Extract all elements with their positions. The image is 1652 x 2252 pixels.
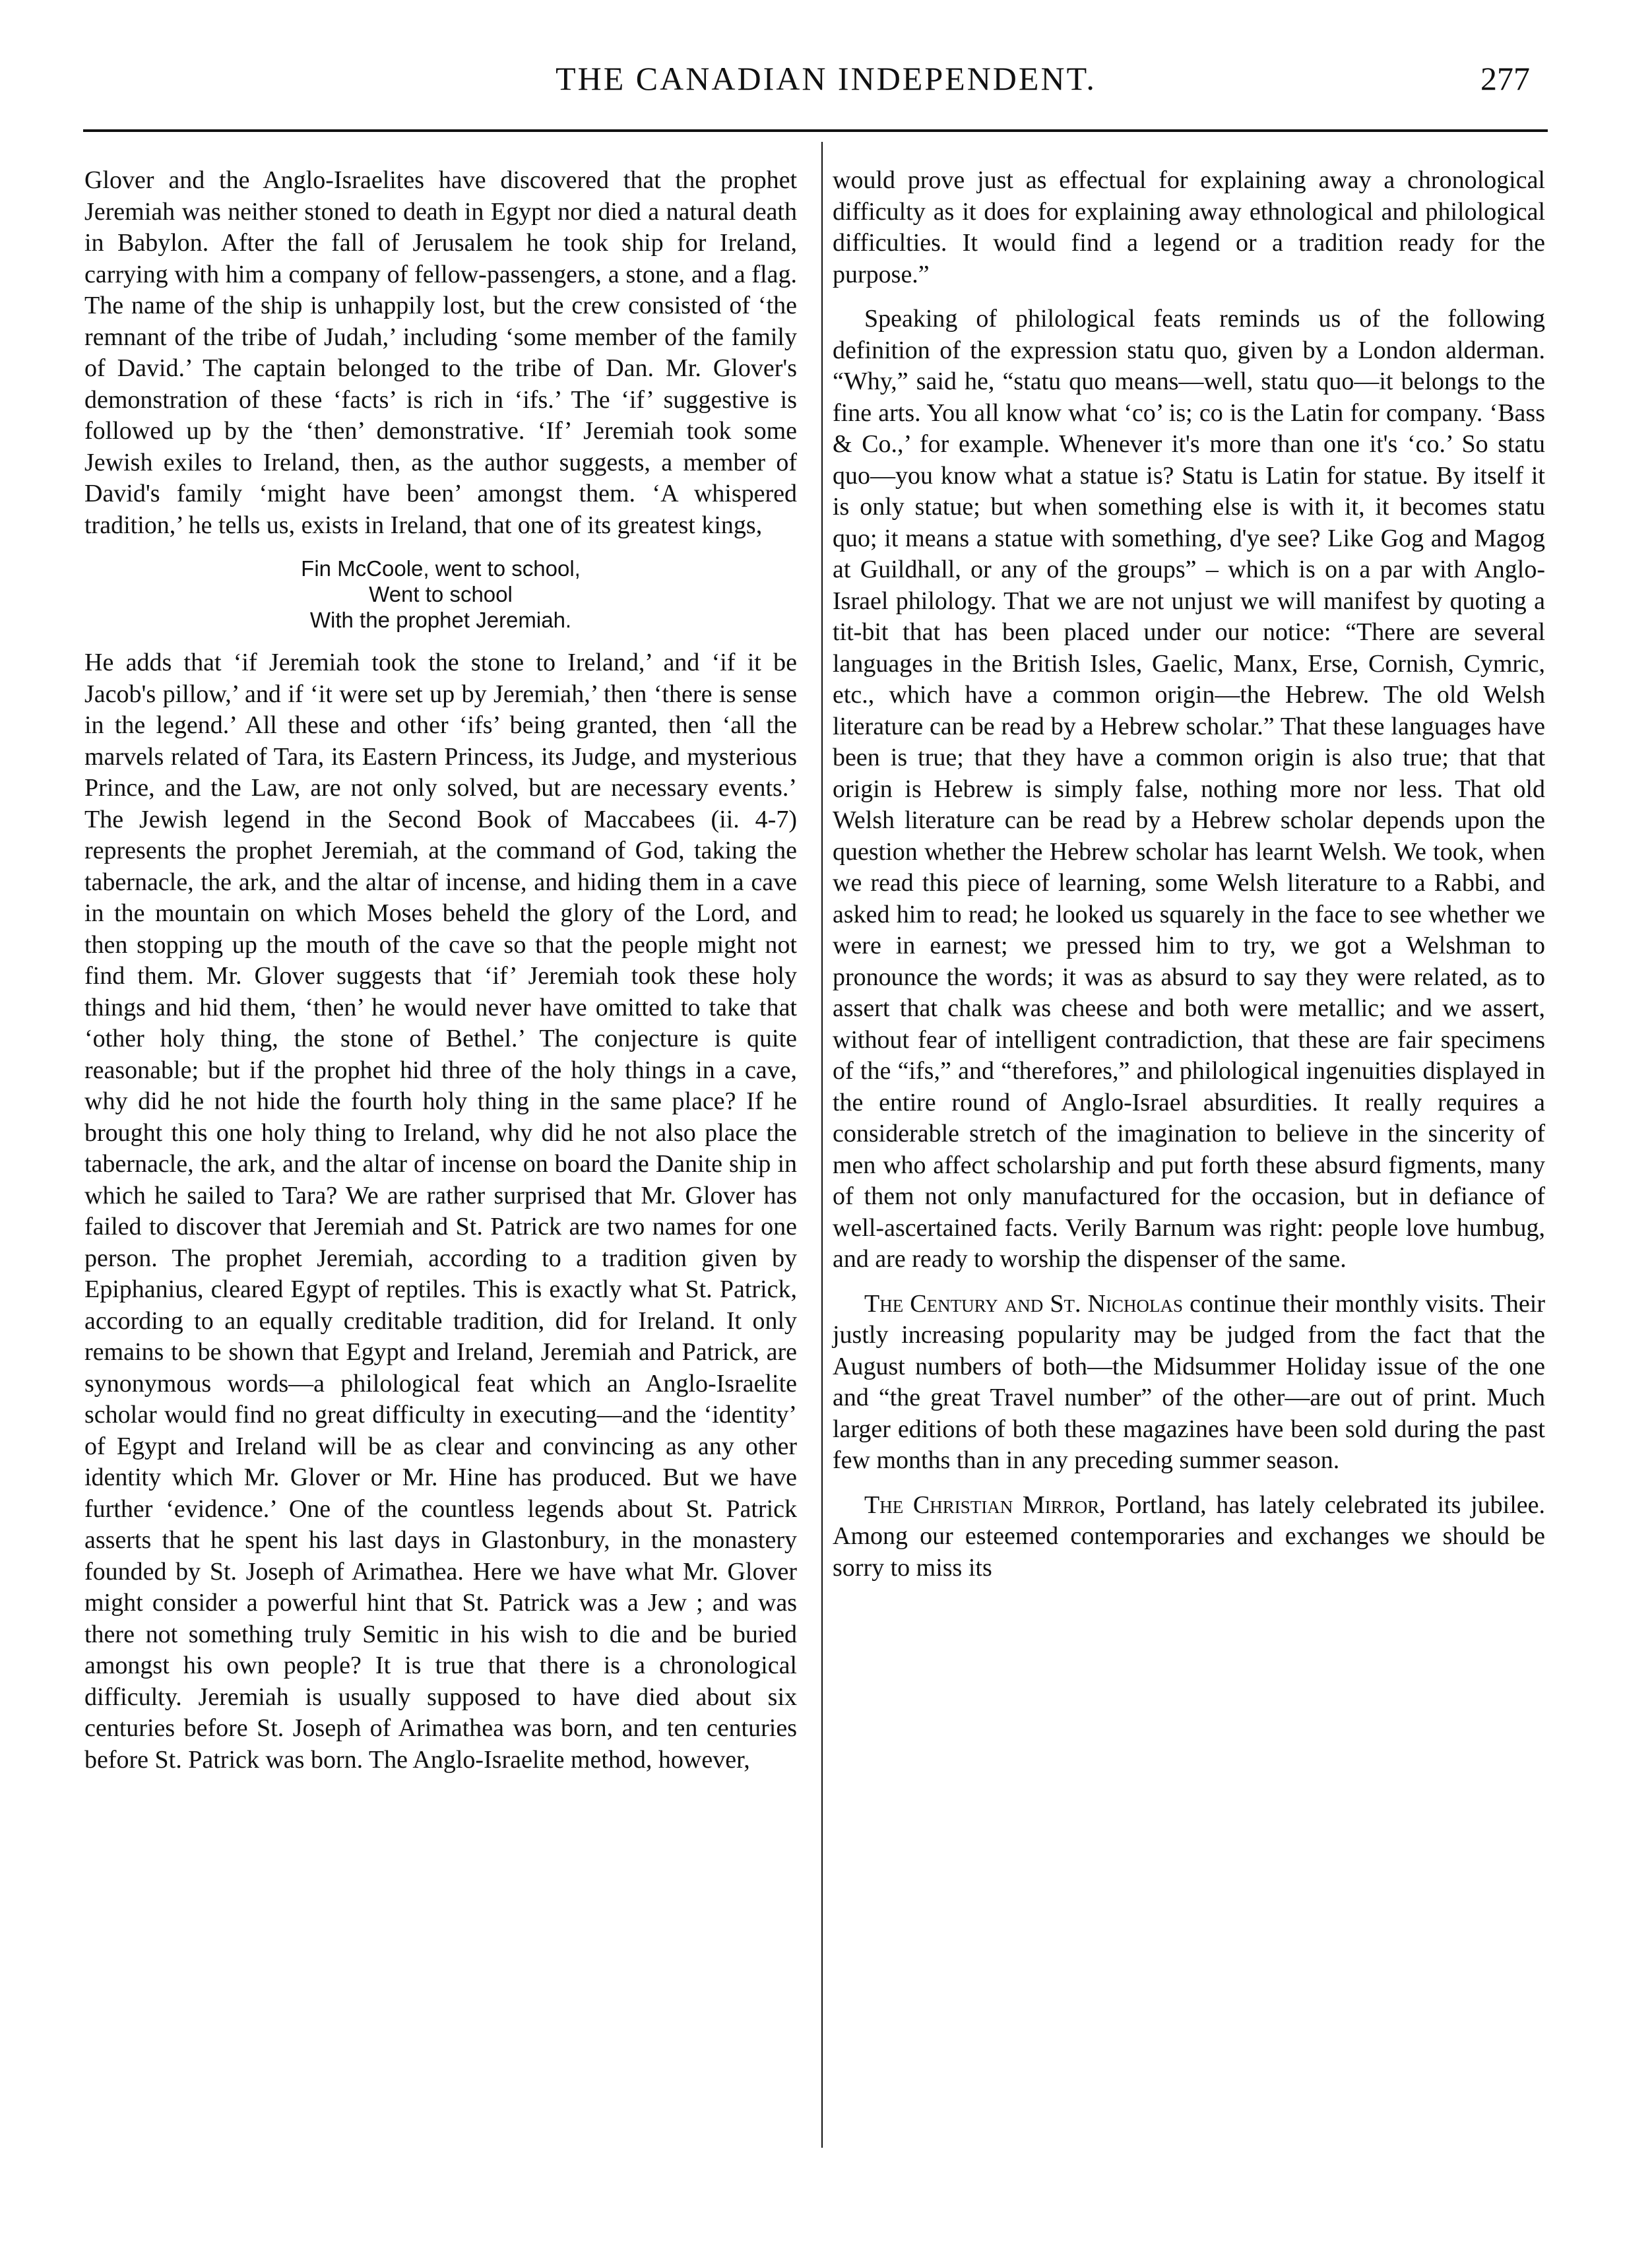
verse-line: With the prophet Jeremiah.: [309, 608, 572, 632]
verse-line: Went to school: [369, 582, 513, 606]
right-column: [833, 165, 1545, 1584]
left-column: [84, 165, 797, 1776]
page-header: [0, 0, 1652, 132]
journal-title: THE CANADIAN INDEPENDENT.: [556, 60, 1096, 97]
paragraph: [833, 1289, 1545, 1477]
paragraph-text: , Portland, has lately celebrated its jubilee. Among our esteemed contemporaries and exchanges we should be sorry to miss its: [833, 1491, 1545, 1582]
paragraph: He adds that ‘if Jeremiah took the stone to Ireland,’ and ‘if it be Jacob's pillow,’ and if ‘it were set up by Jeremiah,’ then ‘there is sense in the legend.’ All these and other ‘ifs’ being granted, then ‘all the marvels related of Tara, its Eastern Princess, its Judge, and mysterious Prince, and the Law, are not only solved, but are necessary events.’ The Jewish legend in the Second Book of Maccabees (ii. 4-7) represents the prophet Jeremiah, at the command of God, taking the tabernacle, the ark, and the altar of incense, and hiding them in a cave in the mountain on which Moses beheld the glory of the Lord, and then stopping up the mouth of the cave so that the people might not find them. Mr. Glover suggests that ‘if’ Jeremiah took these holy things and hid them, ‘then’ he would never have omitted to take that ‘other holy thing, the stone of Bethel.’ The conjecture is quite reasonable; but if the prophet hid three of the holy things in a cave, why did he not hide the fourth holy thing in the same place? If he brought this one holy thing to Ireland, why did he not also place the tabernacle, the ark, and the altar of incense on board the Danite ship in which he sailed to Tara? We are rather surprised that Mr. Glover has failed to discover that Jeremiah and St. Patrick are two names for one person. The prophet Jeremiah, according to a tradition given by Epiphanius, cleared Egypt of reptiles. This is exactly what St. Patrick, according to an equally creditable tradition, did for Ireland. It only remains to be shown that Egypt and Ireland, Jeremiah and Patrick, are synonymous words—a philological feat which an Anglo-Israelite scholar would find no great difficulty in executing—and the ‘identity’ of Egypt and Ireland will be as clear and convincing as any other identity which Mr. Glover or Mr. Hine has produced. But we have further ‘evidence.’ One of the countless legends about St. Patrick asserts that he spent his last days in Glastonbury, in the monastery founded by St. Joseph of Arimathea. Here we have what Mr. Glover might consider a powerful hint that St. Patrick was a Jew ; and was there not something truly Semitic in his wish to die and be buried amongst his own people? It is true that there is a chronological difficulty. Jeremiah is usually supposed to have died about six centuries before St. Joseph of Arimathea was born, and ten centuries before St. Patrick was born. The Anglo-Israelite method, however,: [84, 649, 797, 1774]
magazine-name: The Christian Mirror: [864, 1491, 1100, 1519]
column-divider: [821, 142, 823, 2148]
verse-quotation: [84, 556, 797, 633]
magazine-names: The Century and St. Nicholas: [864, 1289, 1183, 1318]
header-rule: [83, 129, 1548, 132]
paragraph: Glover and the Anglo-Israelites have discovered that the prophet Jeremiah was neither stoned to death in Egypt nor died a natural death in Babylon. After the fall of Jerusalem he took ship for Ireland, carrying with him a company of fellow-passengers, a stone, and a flag. The name of the ship is unhappily lost, but the crew consisted of ‘the remnant of the tribe of Judah,’ including ‘some member of the family of David.’ The captain belonged to the tribe of Dan. Mr. Glover's demonstration of these ‘facts’ is rich in ‘ifs.’ The ‘if’ suggestive is followed up by the ‘then’ demonstrative. ‘If’ Jeremiah took some Jewish exiles to Ireland, then, as the author suggests, a member of David's family ‘might have been’ amongst them. ‘A whispered tradition,’ he tells us, exists in Ireland, that one of its greatest kings,: [84, 166, 797, 539]
paragraph: would prove just as effectual for explaining away a chronological difficulty as it does for explaining away ethnological and philological difficulties. It would find a legend or a tradition ready for the purpose.”: [833, 166, 1545, 288]
paragraph-text: continue their monthly visits. Their justly increasing popularity may be judged from the fact that the August numbers of both—the Midsummer Holiday issue of the one and “the great Travel number” of the other—are out of print. Much larger editions of both these magazines have been sold during the past few months than in any preceding summer season.: [833, 1289, 1545, 1474]
paragraph: Speaking of philological feats reminds us of the following definition of the expression statu quo, given by a London alderman. “Why,” said he, “statu quo means—well, statu quo—it belongs to the fine arts. You all know what ‘co’ is; co is the Latin for company. ‘Bass & Co.,’ for example. Whenever it's more than one it's ‘co.’ So statu quo—you know what a statue is? Statu is Latin for statue. By itself it is only statue; but when something else is with it, it becomes statu quo; it means a statue with something, d'ye see? Like Gog and Magog at Guildhall, or any of the groups” – which is on a par with Anglo-Israel philology. That we are not unjust we will manifest by quoting a tit-bit that has been placed under our notice: “There are several languages in the British Isles, Gaelic, Manx, Erse, Cornish, Cymric, etc., which have a common origin—the Hebrew. The old Welsh literature can be read by a Hebrew scholar.” That these languages have been is true; that they have a common origin is also true; that that origin is Hebrew is simply false, nothing more nor less. That old Welsh literature can be read by a Hebrew scholar depends upon the question whether the Hebrew scholar has learnt Welsh. We took, when we read this piece of learning, some Welsh literature to a Rabbi, and asked him to read; he looked us squarely in the face to see whether we were in earnest; we pressed him to try, we got a Welshman to pronounce the words; it was as absurd to say they were related, as to assert that chalk was cheese and both were metallic; and we assert, without fear of intelligent contradiction, that these are fair specimens of the “ifs,” and “therefores,” and philological ingenuities displayed in the entire round of Anglo-Israel absurdities. It really requires a considerable stretch of the imagination to believe in the sincerity of men who affect scholarship and put forth these absurd figments, many of them not only manufactured for the occasion, but in defiance of well-ascertained facts. Verily Barnum was right: people love humbug, and are ready to worship the dispenser of the same.: [833, 305, 1545, 1273]
paragraph: [833, 1490, 1545, 1584]
verse-line: Fin McCoole, went to school,: [301, 556, 581, 581]
page-number: 277: [1480, 60, 1530, 97]
